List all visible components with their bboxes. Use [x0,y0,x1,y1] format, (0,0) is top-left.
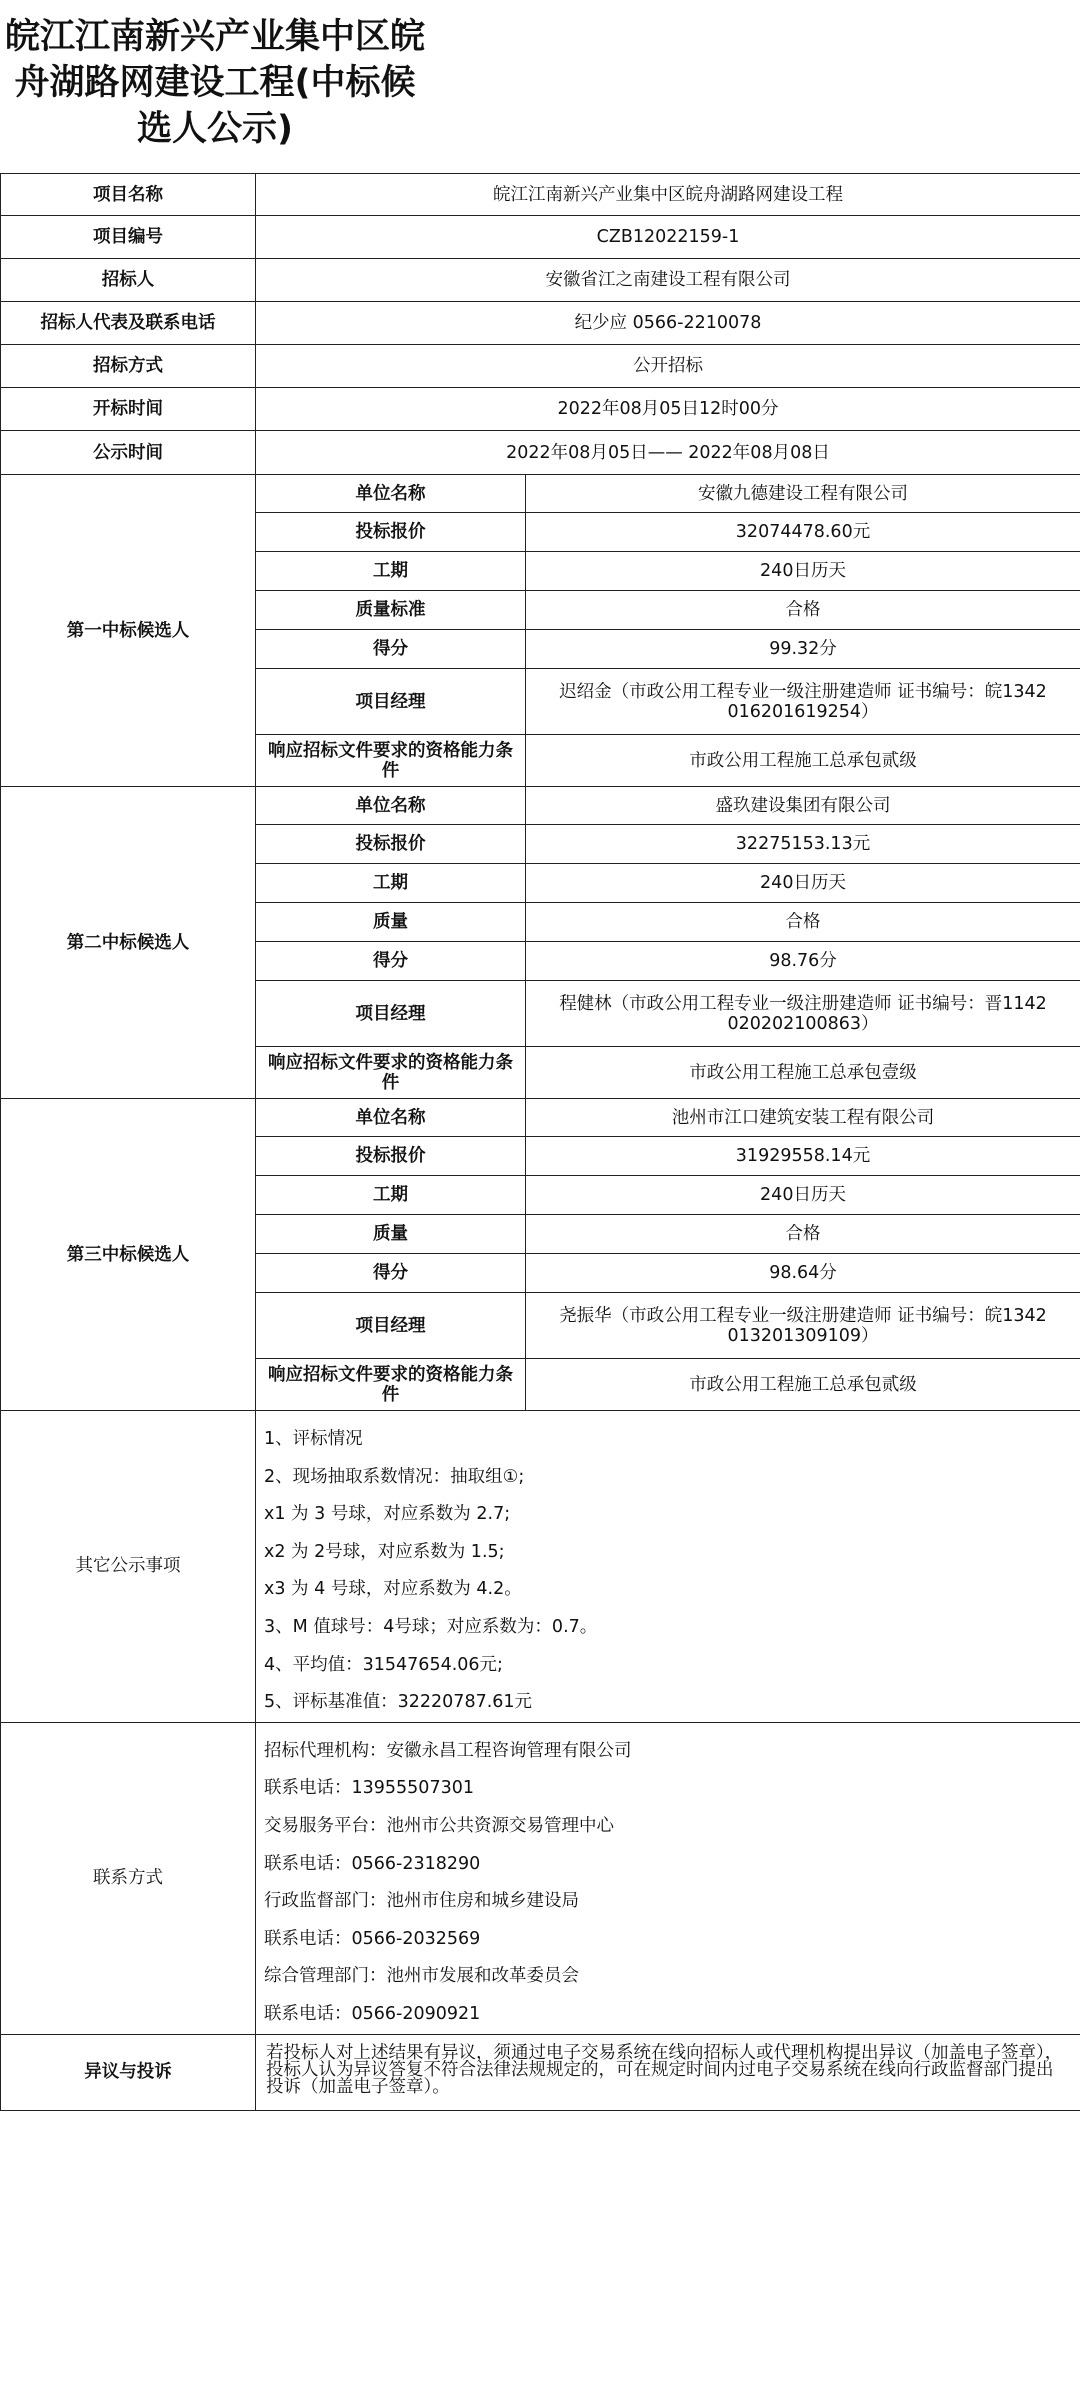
label-tenderer: 招标人 [1,259,256,302]
row-tender-method [1,345,1080,388]
objection-label: 异议与投诉 [1,2034,256,2110]
candidate-row-label: 质量标准 [256,591,526,630]
row-project-number [1,216,1080,259]
candidate-row-value: 程健林（市政公用工程专业一级注册建造师 证书编号：晋1142020202100863） [526,981,1080,1047]
candidate-row-value: 240日历天 [526,1176,1080,1215]
candidate-row-value: 合格 [526,591,1080,630]
contact-line: 行政监督部门：池州市住房和城乡建设局 [264,1891,579,1912]
candidate-row-label: 得分 [256,942,526,981]
candidate-row-label: 工期 [256,552,526,591]
contact-line: 联系电话：0566-2318290 [264,1853,481,1874]
candidate-row-label: 单位名称 [256,475,526,513]
candidate-row-value: 31929558.14元 [526,1137,1080,1176]
other-line: 2、现场抽取系数情况：抽取组①; [264,1466,525,1487]
other-line: x1 为 3 号球，对应系数为 2.7; [264,1504,511,1525]
candidate-row-value: 尧振华（市政公用工程专业一级注册建造师 证书编号：皖1342013201309109） [526,1293,1080,1359]
candidate-row-value: 市政公用工程施工总承包贰级 [526,735,1080,787]
row-other-notices [1,1411,1080,1723]
announcement-table [0,173,1080,2111]
value-project-number: CZB12022159-1 [256,216,1080,259]
value-project-name: 皖江江南新兴产业集中区皖舟湖路网建设工程 [256,174,1080,216]
contact-line: 招标代理机构：安徽永昌工程咨询管理有限公司 [264,1740,632,1761]
value-tenderer-contact: 纪少应 0566-2210078 [256,302,1080,345]
title-line-2: 舟湖路网建设工程(中标候 [14,63,416,103]
candidate-row-value: 240日历天 [526,552,1080,591]
contact-line: 交易服务平台：池州市公共资源交易管理中心 [264,1815,614,1836]
row-contact [1,1722,1080,2034]
other-line: 4、平均值：31547654.06元; [264,1654,503,1675]
other-notices-label: 其它公示事项 [1,1411,256,1723]
candidate-row-label: 工期 [256,1176,526,1215]
candidate-row-value: 安徽九德建设工程有限公司 [526,475,1080,513]
candidate-row-value: 32074478.60元 [526,513,1080,552]
candidate-row-label: 项目经理 [256,1293,526,1359]
contact-line: 联系电话：13955507301 [264,1778,474,1799]
other-line: 5、评标基准值：32220787.61元 [264,1692,533,1713]
objection-text: 若投标人对上述结果有异议，须通过电子交易系统在线向招标人或代理机构提出异议（加盖电子签章），投标人认为异议答复不符合法律法规规定的，可在规定时间内过电子交易系统在线向行政监督部门提出投诉（加盖电子签章）。 [256,2034,1080,2110]
other-line: x3 为 4 号球，对应系数为 4.2。 [264,1579,522,1600]
candidate-row-label: 工期 [256,864,526,903]
candidate-row-value: 合格 [526,903,1080,942]
candidate-row-label: 单位名称 [256,1099,526,1137]
candidate-row-label: 响应招标文件要求的资格能力条件 [256,735,526,787]
contact-line: 联系电话：0566-2032569 [264,1928,481,1949]
other-line: 1、评标情况 [264,1429,363,1449]
candidate-3-label: 第三中标候选人 [1,1099,256,1411]
candidate-row-value: 市政公用工程施工总承包壹级 [526,1047,1080,1099]
contact-line: 综合管理部门：池州市发展和改革委员会 [264,1966,579,1987]
candidate-3-row-company [1,1099,1080,1137]
candidate-row-label: 投标报价 [256,825,526,864]
value-tender-method: 公开招标 [256,345,1080,388]
candidate-row-label: 投标报价 [256,1137,526,1176]
other-notices-content [256,1411,1080,1723]
candidate-row-value: 240日历天 [526,864,1080,903]
candidate-row-value: 合格 [526,1215,1080,1254]
candidate-row-value: 98.76分 [526,942,1080,981]
row-opening-time [1,388,1080,431]
row-publicity-time [1,431,1080,475]
candidate-row-value: 市政公用工程施工总承包贰级 [526,1359,1080,1411]
candidate-row-label: 质量 [256,1215,526,1254]
other-line: 3、M 值球号：4号球；对应系数为：0.7。 [264,1616,598,1637]
candidate-row-label: 单位名称 [256,787,526,825]
candidate-row-value: 98.64分 [526,1254,1080,1293]
label-opening-time: 开标时间 [1,388,256,431]
contact-label: 联系方式 [1,1722,256,2034]
title-line-3: 选人公示) [137,109,293,149]
candidate-1-label: 第一中标候选人 [1,475,256,787]
candidate-row-label: 得分 [256,630,526,669]
candidate-row-label: 投标报价 [256,513,526,552]
candidate-2-label: 第二中标候选人 [1,787,256,1099]
row-tenderer-contact [1,302,1080,345]
candidate-2-row-company [1,787,1080,825]
candidate-row-label: 项目经理 [256,669,526,735]
candidate-row-label: 响应招标文件要求的资格能力条件 [256,1359,526,1411]
candidate-1-row-company [1,475,1080,513]
value-opening-time: 2022年08月05日12时00分 [256,388,1080,431]
candidate-row-value: 99.32分 [526,630,1080,669]
candidate-row-label: 项目经理 [256,981,526,1047]
candidate-row-label: 质量 [256,903,526,942]
other-line: x2 为 2号球，对应系数为 1.5; [264,1541,505,1562]
label-project-number: 项目编号 [1,216,256,259]
label-publicity-time: 公示时间 [1,431,256,475]
value-tenderer: 安徽省江之南建设工程有限公司 [256,259,1080,302]
contact-content [256,1722,1080,2034]
row-project-name [1,174,1080,216]
value-publicity-time: 2022年08月05日—— 2022年08月08日 [256,431,1080,475]
candidate-row-label: 得分 [256,1254,526,1293]
contact-line: 联系电话：0566-2090921 [264,2003,481,2024]
row-tenderer [1,259,1080,302]
candidate-row-value: 迟绍金（市政公用工程专业一级注册建造师 证书编号：皖1342016201619254） [526,669,1080,735]
label-tenderer-contact: 招标人代表及联系电话 [1,302,256,345]
page-title [0,14,430,152]
row-objection [1,2034,1080,2110]
title-line-1: 皖江江南新兴产业集中区皖 [4,17,425,57]
candidate-row-value: 池州市江口建筑安装工程有限公司 [526,1099,1080,1137]
candidate-row-value: 32275153.13元 [526,825,1080,864]
candidate-row-value: 盛玖建设集团有限公司 [526,787,1080,825]
label-project-name: 项目名称 [1,174,256,216]
label-tender-method: 招标方式 [1,345,256,388]
candidate-row-label: 响应招标文件要求的资格能力条件 [256,1047,526,1099]
